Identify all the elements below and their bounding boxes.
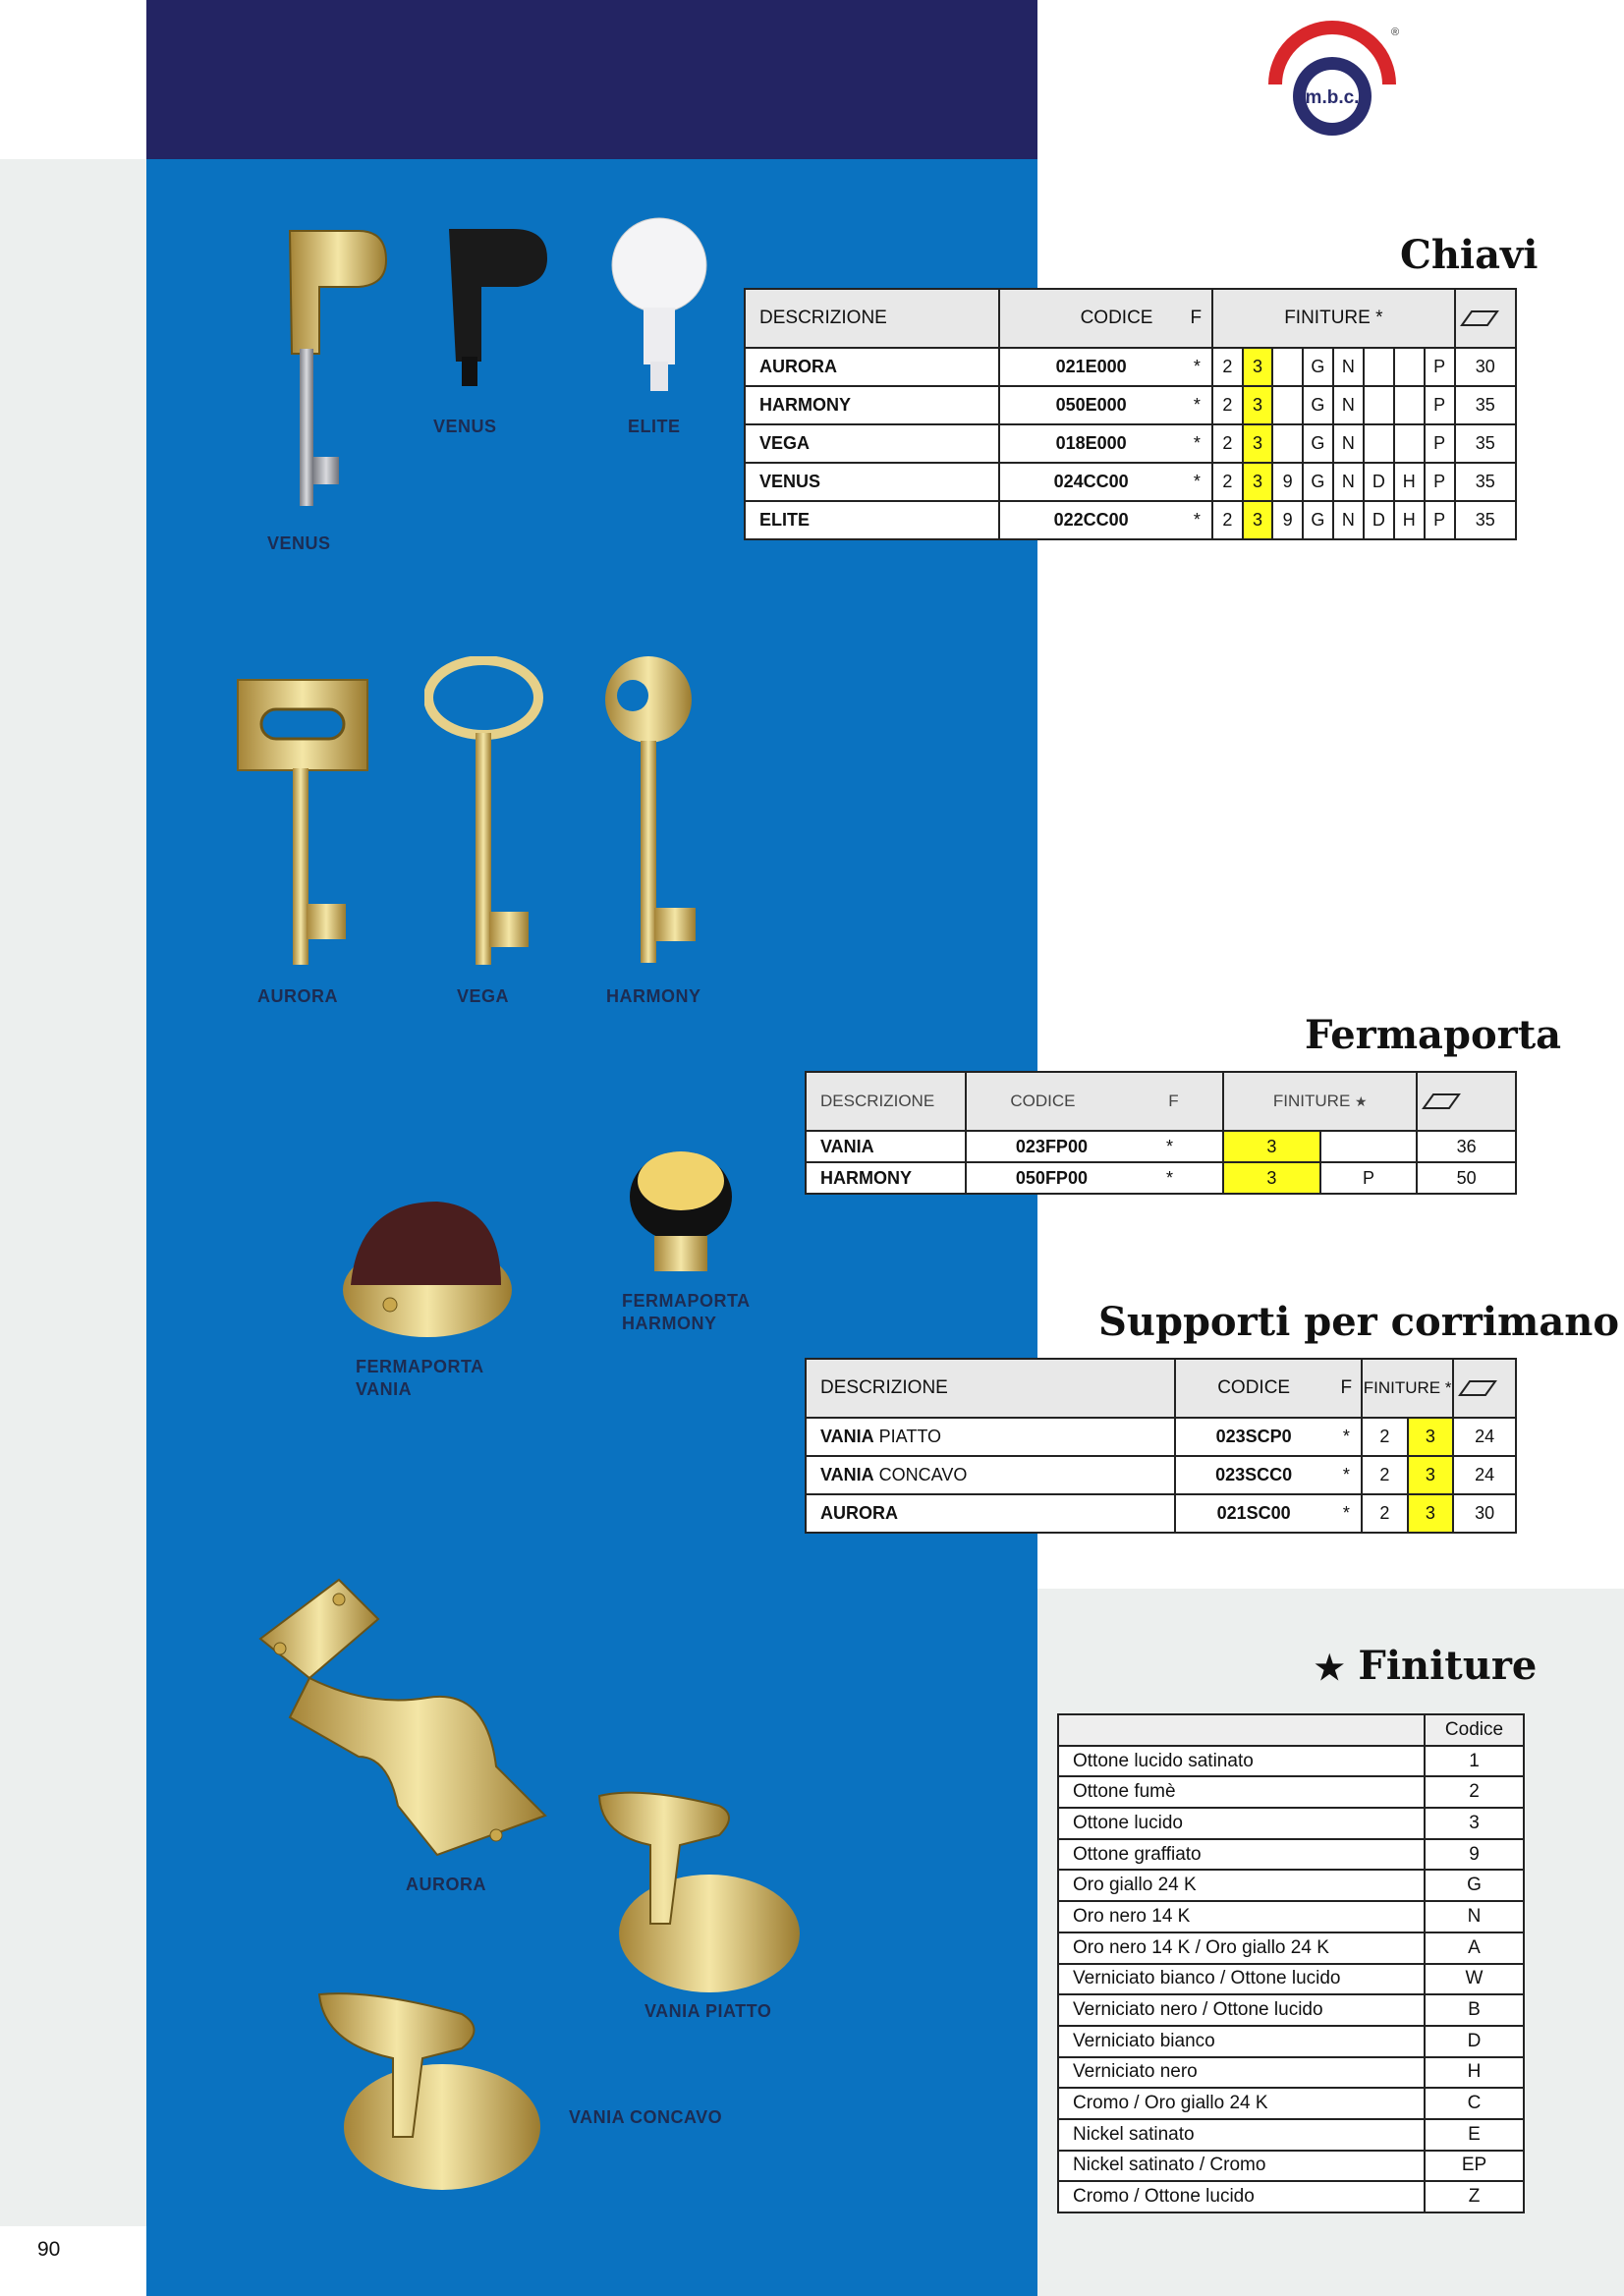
supporti-header-finiture: FINITURE * [1362,1359,1453,1418]
finish-code-cell: 3 [1223,1131,1320,1162]
f-cell: * [1183,501,1212,539]
finish-code-cell: D [1364,501,1394,539]
finish-code-cell: P [1425,501,1455,539]
caption-harmony-key: HARMONY [606,986,701,1006]
description-cell: HARMONY [806,1162,966,1194]
finish-code-cell: 3 [1425,1808,1524,1839]
finiture-row [1058,1808,1524,1839]
finish-code-cell: G [1303,348,1333,386]
description-cell: ELITE [745,501,999,539]
chiavi-header-codice: CODICE [1080,308,1153,328]
finish-code-cell: EP [1425,2151,1524,2182]
finish-code-cell: 9 [1425,1839,1524,1871]
finiture-row [1058,2151,1524,2182]
finish-name-cell: Verniciato bianco / Ottone lucido [1058,1964,1425,1995]
f-cell: * [1183,386,1212,424]
finiture-row [1058,2057,1524,2089]
finish-code-cell [1394,424,1425,463]
finish-code-cell [1272,424,1303,463]
caption-fermaporta-harmony [622,1290,751,1335]
finish-code-cell: C [1425,2088,1524,2119]
caption-aurora-key: AURORA [257,986,338,1006]
finish-code-cell: 3 [1408,1494,1454,1533]
page-number: 90 [37,2238,61,2261]
price-cell: 30 [1455,348,1516,386]
finish-code-cell [1272,348,1303,386]
finish-name-cell: Oro nero 14 K / Oro giallo 24 K [1058,1932,1425,1964]
f-cell: * [1165,1167,1173,1188]
supporti-row [806,1456,1516,1494]
finish-code-cell: B [1425,1994,1524,2026]
chiavi-table [744,288,1517,540]
finiture-row [1058,2026,1524,2057]
f-cell: * [1332,1494,1362,1533]
fermaporta-header-codice: CODICE [1010,1092,1076,1110]
fermaporta-header-f: F [1168,1092,1179,1110]
supporti-header-codice: CODICE [1175,1359,1332,1418]
finish-code-cell: N [1333,348,1364,386]
finish-name-cell: Ottone lucido satinato [1058,1746,1425,1777]
finish-name-cell: Nickel satinato [1058,2119,1425,2151]
finish-code-cell: D [1425,2026,1524,2057]
harmony-key-image [601,654,709,969]
finiture-row [1058,1901,1524,1932]
chiavi-header-finiture: FINITURE * [1212,289,1454,348]
caption-support-vania-concavo: VANIA CONCAVO [569,2107,723,2127]
code-cell: 050FP00 [1015,1167,1088,1188]
finish-name-cell: Ottone fumè [1058,1776,1425,1808]
fermaporta-title: Fermaporta [1305,1012,1562,1058]
finiture-star-icon: ★ [1315,1649,1345,1688]
description-cell: VENUS [745,463,999,501]
finish-code-cell: G [1303,463,1333,501]
chiavi-row [745,424,1516,463]
code-cell: 024CC00 [999,463,1183,501]
fermaporta-header-codice-f [966,1072,1223,1131]
description-cell: AURORA [745,348,999,386]
footer-band [0,2226,146,2296]
price-cell: 35 [1455,424,1516,463]
finiture-star-icon: ★ [1355,1093,1368,1109]
finiture-row [1058,1964,1524,1995]
chiavi-row [745,463,1516,501]
f-cell: * [1332,1456,1362,1494]
finish-code-cell: 2 [1212,386,1243,424]
finiture-title-label: Finiture [1358,1643,1538,1689]
finish-name-cell: Verniciato nero [1058,2057,1425,2089]
finish-code-cell: N [1333,386,1364,424]
price-cell: 50 [1417,1162,1516,1194]
description-bold: VANIA [820,1427,874,1446]
registered-mark: ® [1391,27,1400,38]
finish-code-cell [1364,386,1394,424]
caption-venus-small: VENUS [433,417,497,436]
elite-key-white-image [606,214,714,396]
code-cell: 021SC00 [1175,1494,1332,1533]
finish-code-cell: H [1394,501,1425,539]
price-tag-icon [1417,1072,1516,1131]
finish-code-cell: E [1425,2119,1524,2151]
code-cell: 023SCP0 [1175,1418,1332,1456]
description-cell: VANIA [806,1131,966,1162]
caption-fermaporta-harmony-line2: HARMONY [622,1314,717,1333]
price-cell: 30 [1453,1494,1516,1533]
finish-code-cell: 2 [1212,501,1243,539]
finish-code-cell: 3 [1223,1162,1320,1194]
finish-code-cell: 3 [1243,463,1273,501]
chiavi-header-row [745,289,1516,348]
finish-code-cell: G [1303,424,1333,463]
fermaporta-harmony-image [625,1146,738,1278]
f-cell: * [1165,1136,1173,1156]
price-cell: 35 [1455,463,1516,501]
code-f-cell [966,1131,1223,1162]
finish-code-cell: H [1394,463,1425,501]
finiture-row [1058,1870,1524,1901]
finish-code-cell: 9 [1272,501,1303,539]
description-bold: AURORA [820,1503,898,1523]
vega-key-image [424,656,552,971]
finish-code-cell: 2 [1425,1776,1524,1808]
fermaporta-header-descrizione: DESCRIZIONE [806,1072,966,1131]
code-cell: 023FP00 [1015,1136,1088,1156]
finish-code-cell: 2 [1362,1418,1408,1456]
description-rest: PIATTO [873,1427,942,1446]
caption-fermaporta-vania-line2: VANIA [356,1379,413,1399]
finish-name-cell: Cromo / Oro giallo 24 K [1058,2088,1425,2119]
finish-code-cell [1394,386,1425,424]
finish-code-cell: 3 [1243,348,1273,386]
support-vania-concavo-image [314,1989,570,2196]
fermaporta-table [805,1071,1517,1195]
support-vania-piatto-image [591,1786,808,2002]
chiavi-title: Chiavi [1400,232,1539,278]
price-cell: 24 [1453,1456,1516,1494]
chiavi-row [745,501,1516,539]
code-f-cell [966,1162,1223,1194]
code-cell: 018E000 [999,424,1183,463]
finish-code-cell [1272,386,1303,424]
description-cell [806,1418,1175,1456]
finish-code-cell: 2 [1212,463,1243,501]
finiture-row [1058,1746,1524,1777]
finiture-row [1058,2119,1524,2151]
finish-code-cell: N [1425,1901,1524,1932]
support-aurora-image [251,1570,585,1865]
finiture-row [1058,1776,1524,1808]
code-cell: 022CC00 [999,501,1183,539]
code-cell: 050E000 [999,386,1183,424]
finish-code-cell: N [1333,463,1364,501]
finish-code-cell: 2 [1212,348,1243,386]
finish-code-cell: 3 [1408,1418,1454,1456]
finish-code-cell: D [1364,463,1394,501]
price-cell: 35 [1455,386,1516,424]
fermaporta-header-finiture-label: FINITURE [1272,1092,1351,1110]
finish-name-cell: Ottone graffiato [1058,1839,1425,1871]
description-cell: VEGA [745,424,999,463]
finish-code-cell [1364,424,1394,463]
venus-key-black-image [444,224,552,391]
finish-code-cell: N [1333,501,1364,539]
finish-name-cell: Verniciato bianco [1058,2026,1425,2057]
description-bold: VANIA [820,1465,874,1484]
finish-name-cell: Cromo / Ottone lucido [1058,2181,1425,2212]
finiture-title [1315,1643,1537,1689]
chiavi-row [745,386,1516,424]
finish-code-cell [1394,348,1425,386]
finish-code-cell: P [1425,424,1455,463]
chiavi-row [745,348,1516,386]
finish-code-cell: 3 [1408,1456,1454,1494]
caption-fermaporta-vania-line1: FERMAPORTA [356,1357,484,1376]
price-tag-icon [1455,289,1516,348]
supporti-header-descrizione: DESCRIZIONE [806,1359,1175,1418]
finish-code-cell: 2 [1362,1494,1408,1533]
finish-code-cell: A [1425,1932,1524,1964]
finiture-header-row [1058,1714,1524,1746]
finish-code-cell: 3 [1243,424,1273,463]
finish-code-cell: P [1425,386,1455,424]
caption-fermaporta-vania [356,1356,484,1401]
price-cell: 36 [1417,1131,1516,1162]
supporti-title: Supporti per corrimano [1098,1299,1620,1345]
finish-name-cell: Nickel satinato / Cromo [1058,2151,1425,2182]
price-cell: 35 [1455,501,1516,539]
finiture-table [1057,1713,1525,2213]
price-tag-icon [1453,1359,1516,1418]
caption-elite: ELITE [628,417,681,436]
code-cell: 023SCC0 [1175,1456,1332,1494]
chiavi-header-f: F [1190,308,1203,328]
finish-code-cell: H [1425,2057,1524,2089]
finish-code-cell: 9 [1272,463,1303,501]
description-cell: HARMONY [745,386,999,424]
price-cell: 24 [1453,1418,1516,1456]
finish-code-cell: 3 [1243,386,1273,424]
chiavi-header-descrizione: DESCRIZIONE [745,289,999,348]
finiture-row [1058,2088,1524,2119]
finiture-row [1058,1839,1524,1871]
supporti-row [806,1418,1516,1456]
logo-text: m.b.c. [1305,87,1360,108]
finish-name-cell: Ottone lucido [1058,1808,1425,1839]
fermaporta-row [806,1162,1516,1194]
supporti-header-f: F [1332,1359,1362,1418]
caption-fermaporta-harmony-line1: FERMAPORTA [622,1291,751,1311]
finiture-row [1058,2181,1524,2212]
finish-name-cell: Oro giallo 24 K [1058,1870,1425,1901]
chiavi-header-codice-f [999,289,1213,348]
fermaporta-header-row [806,1072,1516,1131]
finish-code-cell: 3 [1243,501,1273,539]
fermaporta-vania-image [339,1197,516,1344]
f-cell: * [1183,348,1212,386]
finish-code-cell: G [1425,1870,1524,1901]
supporti-table [805,1358,1517,1534]
header-navy-bar [146,0,1037,159]
caption-vega-key: VEGA [457,986,510,1006]
caption-support-vania-piatto: VANIA PIATTO [644,2001,772,2021]
finish-code-cell: P [1320,1162,1418,1194]
f-cell: * [1183,424,1212,463]
finish-code-cell: G [1303,501,1333,539]
f-cell: * [1183,463,1212,501]
caption-venus-big: VENUS [267,533,331,553]
caption-support-aurora: AURORA [406,1875,486,1894]
description-rest: CONCAVO [873,1465,968,1484]
description-cell [806,1456,1175,1494]
finish-code-cell: G [1303,386,1333,424]
fermaporta-row [806,1131,1516,1162]
finish-code-cell: 2 [1212,424,1243,463]
aurora-key-image [234,676,371,971]
finish-code-cell [1364,348,1394,386]
finish-code-cell: N [1333,424,1364,463]
venus-key-brass-image [280,226,398,521]
code-cell: 021E000 [999,348,1183,386]
finish-code-cell: 2 [1362,1456,1408,1494]
finish-code-cell: 1 [1425,1746,1524,1777]
finiture-row [1058,1994,1524,2026]
finish-code-cell: W [1425,1964,1524,1995]
finish-code-cell: Z [1425,2181,1524,2212]
finiture-header-codice: Codice [1425,1714,1524,1746]
finiture-row [1058,1932,1524,1964]
mbc-logo [1265,14,1403,141]
supporti-header-row [806,1359,1516,1418]
finish-code-cell: P [1425,348,1455,386]
finish-code-cell [1320,1131,1418,1162]
finish-name-cell: Oro nero 14 K [1058,1901,1425,1932]
supporti-row [806,1494,1516,1533]
finish-name-cell: Verniciato nero / Ottone lucido [1058,1994,1425,2026]
fermaporta-header-finiture [1223,1072,1417,1131]
f-cell: * [1332,1418,1362,1456]
description-cell [806,1494,1175,1533]
finish-code-cell: P [1425,463,1455,501]
finiture-header-blank [1058,1714,1425,1746]
